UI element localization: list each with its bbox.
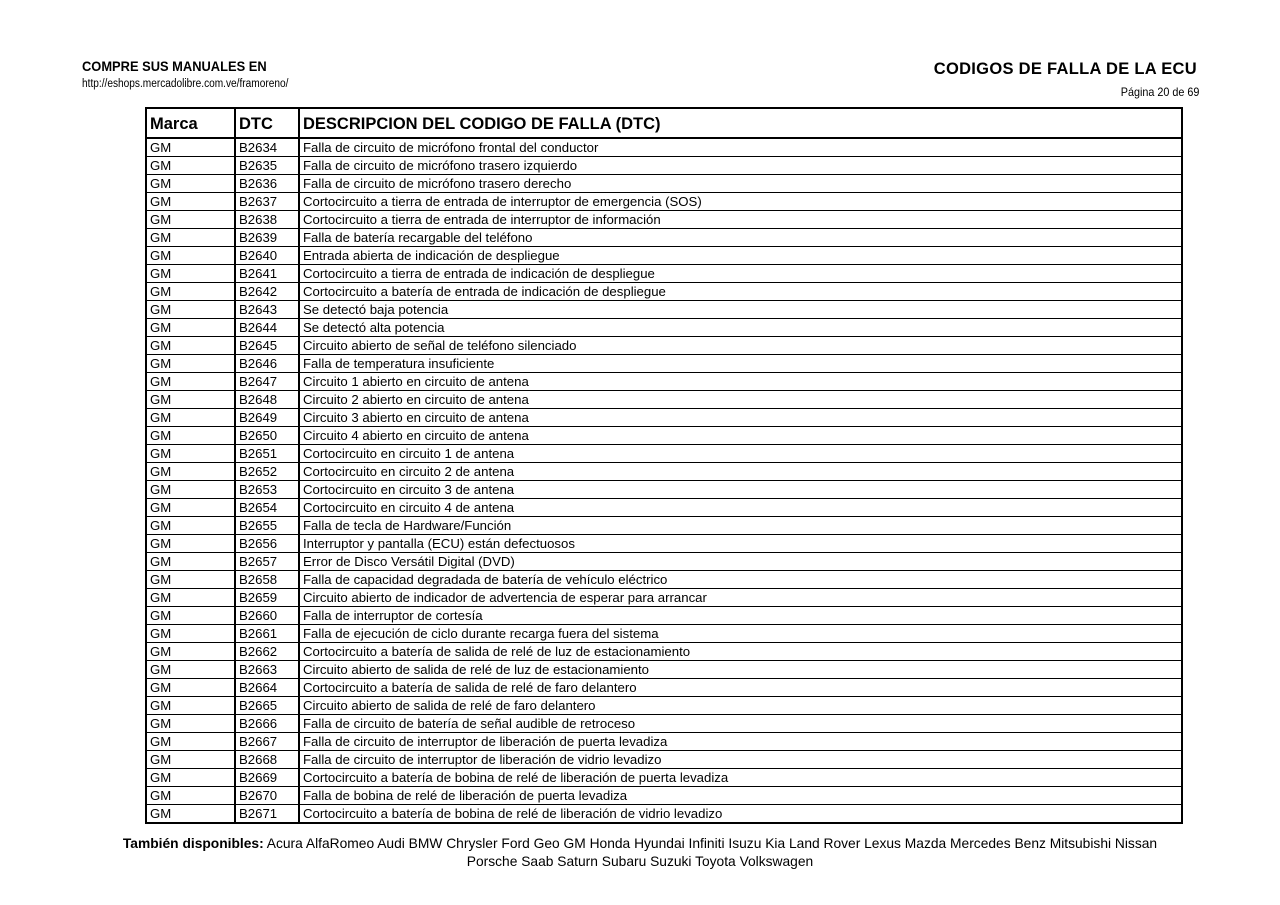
cell-descripcion: Se detectó alta potencia [299,319,1182,337]
cell-marca: GM [146,751,235,769]
table-header-row [146,108,1182,138]
cell-descripcion: Falla de circuito de batería de señal audible de retroceso [299,715,1182,733]
cell-marca: GM [146,247,235,265]
cell-dtc: B2665 [235,697,299,715]
table-row [146,499,1182,517]
cell-dtc: B2657 [235,553,299,571]
cell-marca: GM [146,283,235,301]
table-row [146,175,1182,193]
cell-marca: GM [146,625,235,643]
cell-dtc: B2664 [235,679,299,697]
cell-descripcion: Cortocircuito en circuito 3 de antena [299,481,1182,499]
cell-descripcion: Falla de batería recargable del teléfono [299,229,1182,247]
cell-dtc: B2671 [235,805,299,824]
cell-marca: GM [146,517,235,535]
cell-descripcion: Error de Disco Versátil Digital (DVD) [299,553,1182,571]
page-number: Página 20 de 69 [1120,85,1199,99]
table-row [146,715,1182,733]
table-row [146,535,1182,553]
table-row [146,157,1182,175]
cell-dtc: B2662 [235,643,299,661]
cell-descripcion: Falla de circuito de micrófono trasero derecho [299,175,1182,193]
cell-marca: GM [146,229,235,247]
cell-marca: GM [146,337,235,355]
cell-marca: GM [146,427,235,445]
table-row [146,643,1182,661]
cell-descripcion: Falla de capacidad degradada de batería de vehículo eléctrico [299,571,1182,589]
cell-marca: GM [146,553,235,571]
footer-available-brands [90,835,1190,871]
cell-dtc: B2646 [235,355,299,373]
table-row [146,769,1182,787]
document-title: CODIGOS DE FALLA DE LA ECU [933,60,1197,78]
cell-dtc: B2663 [235,661,299,679]
cell-descripcion: Falla de tecla de Hardware/Función [299,517,1182,535]
cell-descripcion: Se detectó baja potencia [299,301,1182,319]
table-row [146,463,1182,481]
cell-dtc: B2639 [235,229,299,247]
cell-descripcion: Falla de bobina de relé de liberación de puerta levadiza [299,787,1182,805]
cell-marca: GM [146,463,235,481]
cell-marca: GM [146,697,235,715]
cell-marca: GM [146,445,235,463]
cell-descripcion: Falla de circuito de micrófono trasero izquierdo [299,157,1182,175]
cell-descripcion: Cortocircuito en circuito 2 de antena [299,463,1182,481]
cell-dtc: B2643 [235,301,299,319]
cell-descripcion: Falla de circuito de interruptor de liberación de puerta levadiza [299,733,1182,751]
table-row [146,751,1182,769]
cell-descripcion: Falla de temperatura insuficiente [299,355,1182,373]
cell-marca: GM [146,733,235,751]
cell-dtc: B2645 [235,337,299,355]
cell-marca: GM [146,138,235,157]
cell-dtc: B2634 [235,138,299,157]
table-row [146,661,1182,679]
cell-dtc: B2640 [235,247,299,265]
cell-descripcion: Circuito 4 abierto en circuito de antena [299,427,1182,445]
table-row [146,679,1182,697]
table-row [146,301,1182,319]
cell-marca: GM [146,589,235,607]
cell-dtc: B2667 [235,733,299,751]
cell-descripcion: Circuito abierto de salida de relé de faro delantero [299,697,1182,715]
cell-descripcion: Falla de ejecución de ciclo durante recarga fuera del sistema [299,625,1182,643]
cell-marca: GM [146,301,235,319]
cell-dtc: B2650 [235,427,299,445]
dtc-table [145,107,1183,824]
cell-dtc: B2642 [235,283,299,301]
table-row [146,138,1182,157]
cell-marca: GM [146,805,235,824]
cell-descripcion: Cortocircuito a batería de entrada de indicación de despliegue [299,283,1182,301]
cell-marca: GM [146,481,235,499]
table-row [146,319,1182,337]
cell-descripcion: Cortocircuito a batería de salida de relé de faro delantero [299,679,1182,697]
cell-dtc: B2666 [235,715,299,733]
cell-dtc: B2638 [235,211,299,229]
table-row [146,553,1182,571]
table-row [146,355,1182,373]
cell-dtc: B2644 [235,319,299,337]
cell-descripcion: Cortocircuito a batería de bobina de relé de liberación de puerta levadiza [299,769,1182,787]
cell-descripcion: Circuito abierto de indicador de advertencia de esperar para arrancar [299,589,1182,607]
cell-dtc: B2636 [235,175,299,193]
cell-marca: GM [146,319,235,337]
cell-dtc: B2659 [235,589,299,607]
cell-marca: GM [146,265,235,283]
cell-marca: GM [146,535,235,553]
cell-marca: GM [146,211,235,229]
cell-marca: GM [146,607,235,625]
cell-descripcion: Circuito 1 abierto en circuito de antena [299,373,1182,391]
cell-marca: GM [146,787,235,805]
footer-brands-line1: Acura AlfaRomeo Audi BMW Chrysler Ford Geo GM Honda Hyundai Infiniti Isuzu Kia Land Rover Lexus Mazda Mercedes Benz Mitsubishi Nissan [263,836,1158,851]
column-header-dtc: DTC [235,108,299,138]
table-row [146,607,1182,625]
store-url[interactable]: http://eshops.mercadolibre.com.ve/framoreno/ [82,78,289,90]
column-header-marca: Marca [146,108,235,138]
cell-marca: GM [146,679,235,697]
cell-descripcion: Circuito abierto de salida de relé de luz de estacionamiento [299,661,1182,679]
table-row [146,211,1182,229]
cell-descripcion: Interruptor y pantalla (ECU) están defectuosos [299,535,1182,553]
cell-descripcion: Entrada abierta de indicación de despliegue [299,247,1182,265]
table-row [146,427,1182,445]
cell-marca: GM [146,355,235,373]
column-header-descripcion: DESCRIPCION DEL CODIGO DE FALLA (DTC) [299,108,1182,138]
footer-brands-line2: Porsche Saab Saturn Subaru Suzuki Toyota Volkswagen [466,854,814,869]
table-row [146,265,1182,283]
cell-dtc: B2668 [235,751,299,769]
table-row [146,805,1182,824]
table-row [146,373,1182,391]
cell-dtc: B2670 [235,787,299,805]
table-row [146,391,1182,409]
cell-dtc: B2647 [235,373,299,391]
cell-dtc: B2641 [235,265,299,283]
cell-marca: GM [146,715,235,733]
cell-descripcion: Circuito 2 abierto en circuito de antena [299,391,1182,409]
table-row [146,445,1182,463]
cell-dtc: B2654 [235,499,299,517]
table-row [146,409,1182,427]
table-row [146,517,1182,535]
table-row [146,589,1182,607]
cell-dtc: B2656 [235,535,299,553]
table-row [146,697,1182,715]
cell-descripcion: Cortocircuito en circuito 4 de antena [299,499,1182,517]
cell-descripcion: Cortocircuito en circuito 1 de antena [299,445,1182,463]
cell-marca: GM [146,391,235,409]
cell-dtc: B2655 [235,517,299,535]
table-row [146,229,1182,247]
cell-marca: GM [146,571,235,589]
cell-descripcion: Falla de interruptor de cortesía [299,607,1182,625]
cell-dtc: B2658 [235,571,299,589]
table-row [146,481,1182,499]
cell-marca: GM [146,643,235,661]
table-row [146,571,1182,589]
cell-descripcion: Cortocircuito a tierra de entrada de interruptor de emergencia (SOS) [299,193,1182,211]
cell-descripcion: Falla de circuito de micrófono frontal del conductor [299,138,1182,157]
cell-descripcion: Cortocircuito a tierra de entrada de interruptor de información [299,211,1182,229]
cell-dtc: B2635 [235,157,299,175]
cell-descripcion: Circuito 3 abierto en circuito de antena [299,409,1182,427]
cell-marca: GM [146,769,235,787]
store-promo-title: COMPRE SUS MANUALES EN [82,58,267,74]
cell-dtc: B2648 [235,391,299,409]
table-row [146,625,1182,643]
cell-marca: GM [146,661,235,679]
table-row [146,733,1182,751]
cell-marca: GM [146,409,235,427]
cell-marca: GM [146,193,235,211]
cell-marca: GM [146,373,235,391]
cell-dtc: B2669 [235,769,299,787]
cell-marca: GM [146,175,235,193]
cell-marca: GM [146,499,235,517]
cell-dtc: B2652 [235,463,299,481]
cell-descripcion: Cortocircuito a batería de salida de relé de luz de estacionamiento [299,643,1182,661]
table-row [146,337,1182,355]
cell-descripcion: Falla de circuito de interruptor de liberación de vidrio levadizo [299,751,1182,769]
cell-marca: GM [146,157,235,175]
table-row [146,193,1182,211]
cell-dtc: B2661 [235,625,299,643]
cell-descripcion: Circuito abierto de señal de teléfono silenciado [299,337,1182,355]
table-row [146,787,1182,805]
cell-dtc: B2651 [235,445,299,463]
cell-dtc: B2653 [235,481,299,499]
footer-label: También disponibles: [122,836,264,851]
cell-dtc: B2649 [235,409,299,427]
cell-dtc: B2637 [235,193,299,211]
cell-dtc: B2660 [235,607,299,625]
cell-descripcion: Cortocircuito a batería de bobina de relé de liberación de vidrio levadizo [299,805,1182,824]
cell-descripcion: Cortocircuito a tierra de entrada de indicación de despliegue [299,265,1182,283]
table-row [146,247,1182,265]
table-row [146,283,1182,301]
